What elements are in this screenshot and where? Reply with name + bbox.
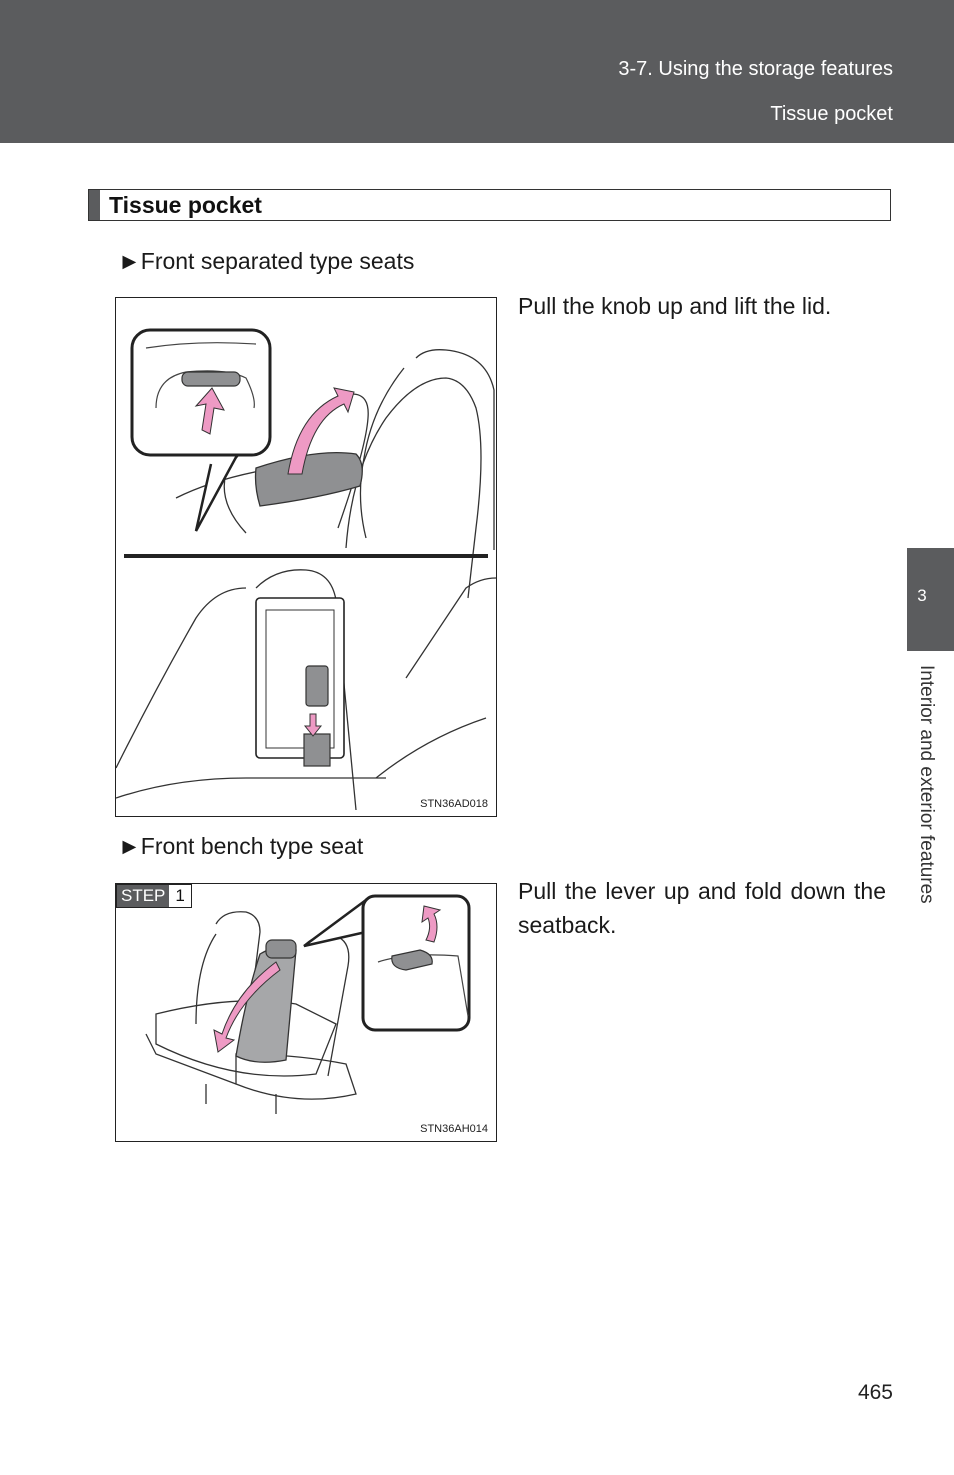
topic-title: Tissue pocket: [109, 192, 262, 218]
figure-armrest-tissue-pocket: [115, 297, 497, 817]
instruction-text: Pull the lever up and fold down the seatback.: [518, 878, 886, 938]
page-header: [0, 0, 954, 143]
chapter-title: 3-7. Using the storage features: [618, 58, 893, 80]
figure-bench-seat: [115, 883, 497, 1142]
open-lid: [256, 598, 344, 758]
armrest-lid: [256, 453, 363, 506]
tissue-pocket: [306, 666, 328, 706]
bullet-marker: ►: [118, 248, 141, 274]
knob: [182, 372, 240, 386]
bench-seat-illustration: [116, 884, 496, 1141]
chapter-tab-label: Interior and exterior features: [916, 665, 937, 904]
title-accent-bar: [89, 190, 100, 220]
step-word: STEP: [117, 885, 169, 907]
step-badge: [116, 884, 192, 908]
subheading-text: Front bench type seat: [140, 833, 364, 859]
topic-title-box: [88, 189, 891, 221]
bullet-marker: ►: [118, 833, 141, 859]
figure-code: STN36AH014: [420, 1123, 488, 1135]
chapter-tab: [907, 548, 954, 651]
subheading-separated-seats: [118, 248, 414, 275]
instruction-text: Pull the knob up and lift the lid.: [518, 293, 832, 319]
figure-code: STN36AD018: [420, 798, 488, 810]
page-number: 465: [857, 1381, 893, 1404]
chapter-tab-number: 3: [917, 586, 927, 605]
subheading-bench-seat: [118, 833, 363, 860]
step-number: 1: [169, 885, 190, 907]
armrest-illustration: [116, 298, 496, 816]
section-title: Tissue pocket: [770, 103, 893, 125]
knob-callout: [132, 330, 270, 455]
subheading-text: Front separated type seats: [140, 248, 415, 274]
